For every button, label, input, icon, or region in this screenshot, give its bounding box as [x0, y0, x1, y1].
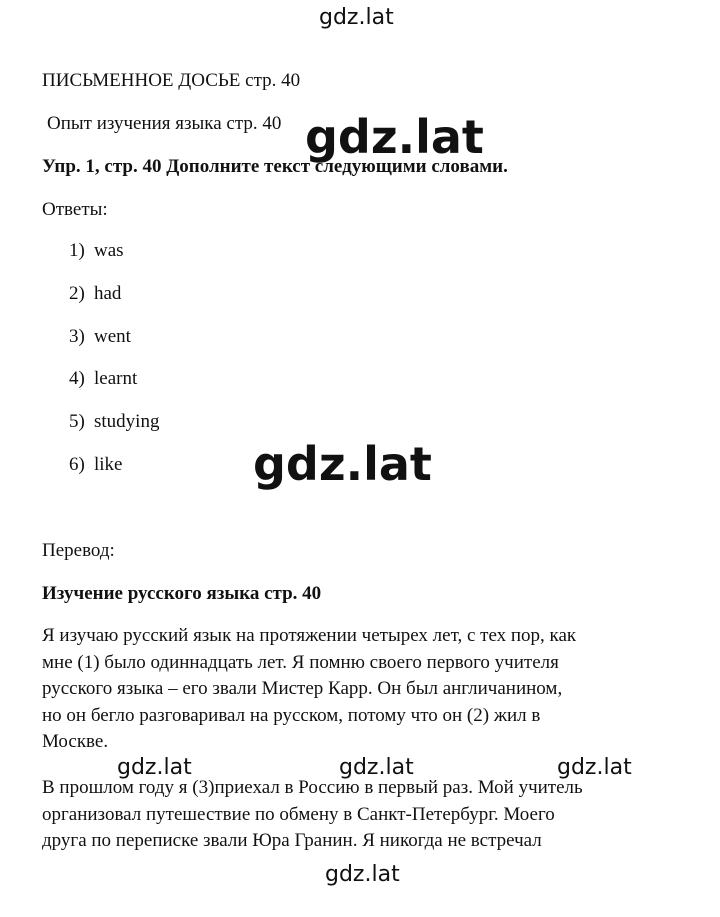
watermark-bottom: gdz.lat [325, 862, 400, 887]
answer-text: like [94, 454, 123, 475]
translation-title: Изучение русского языка стр. 40 [42, 583, 322, 604]
section-title: ПИСЬМЕННОЕ ДОСЬЕ стр. 40 [42, 70, 301, 91]
answer-item [69, 284, 121, 303]
answer-text: studying [94, 411, 160, 432]
translation-label: Перевод: [42, 540, 115, 561]
watermark-top: gdz.lat [319, 5, 394, 30]
watermark-row: gdz.lat [339, 755, 414, 780]
watermark-row: gdz.lat [557, 755, 632, 780]
watermark-row: gdz.lat [117, 755, 192, 780]
translation-paragraph-1 [42, 623, 682, 756]
watermark-large: gdz.lat [253, 437, 432, 491]
paragraph-line: друга по переписке звали Юра Гранин. Я никогда не встречал [42, 830, 542, 851]
answers-label: Ответы: [42, 199, 108, 220]
answer-text: was [94, 240, 124, 261]
paragraph-line: Я изучаю русский язык на протяжении четырех лет, с тех пор, как [42, 625, 577, 646]
answer-number: 1) [69, 240, 85, 261]
answer-number: 5) [69, 411, 85, 432]
answer-text: learnt [94, 368, 138, 389]
answer-item [69, 327, 131, 346]
paragraph-line: русского языка – его звали Мистер Карр. Он был англичанином, [42, 678, 563, 699]
answer-number: 6) [69, 454, 85, 475]
paragraph-line: мне (1) было одиннадцать лет. Я помню своего первого учителя [42, 651, 559, 673]
answer-text: had [94, 283, 122, 304]
answer-number: 3) [69, 326, 85, 347]
paragraph-line: В прошлом году я (3)приехал в Россию в первый раз. Мой учитель [42, 777, 583, 798]
translation-paragraph-2 [42, 775, 682, 855]
answer-text: went [94, 326, 131, 347]
answer-item [69, 241, 124, 260]
paragraph-line: но он бегло разговаривал на русском, потому что он (2) жил в [42, 704, 541, 726]
answer-item [69, 369, 137, 388]
answer-number: 4) [69, 368, 85, 389]
answer-item [69, 455, 123, 474]
watermark-large: gdz.lat [305, 110, 484, 164]
subsection-title: Опыт изучения языка стр. 40 [47, 113, 282, 134]
answer-number: 2) [69, 283, 85, 304]
paragraph-line: организовал путешествие по обмену в Санкт-Петербург. Моего [42, 803, 555, 825]
answer-item [69, 412, 159, 431]
exercise-title: Упр. 1, стр. 40 Дополните текст следующими словами. [42, 156, 508, 177]
paragraph-line: Москве. [42, 731, 109, 752]
